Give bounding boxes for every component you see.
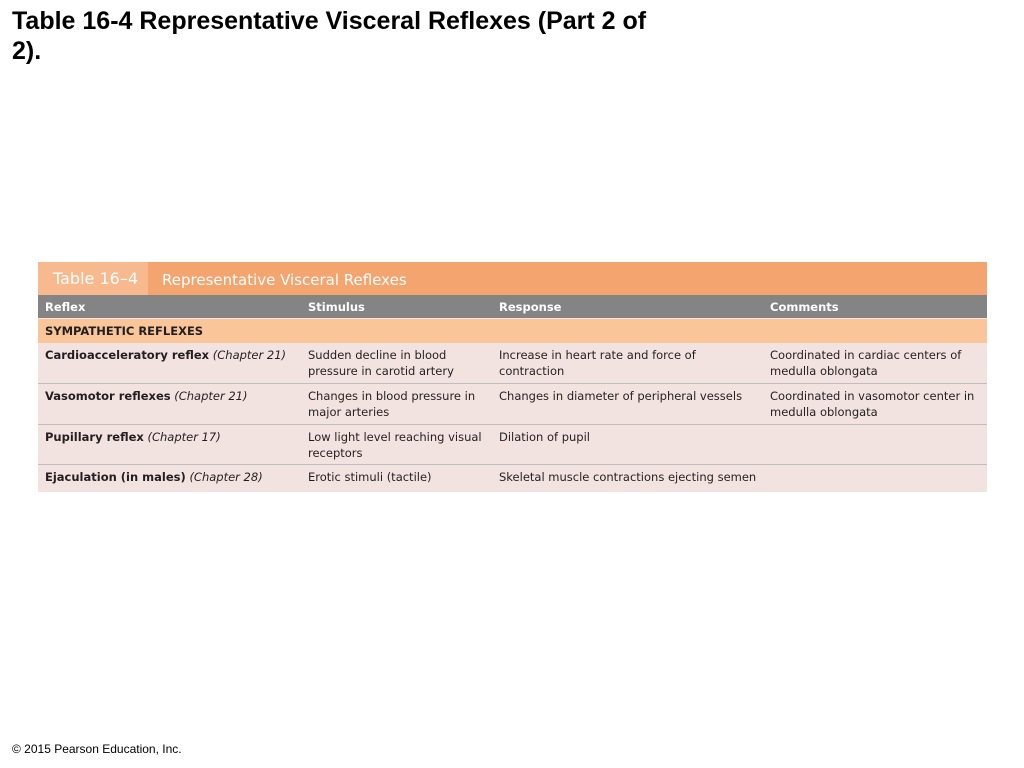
section-row <box>38 319 987 343</box>
table-number-tab <box>38 262 148 295</box>
reflex-name: Pupillary reflex <box>45 430 144 444</box>
table-row <box>38 465 987 492</box>
reflex-cell <box>45 388 300 404</box>
column-header-response: Response <box>499 300 562 314</box>
response-cell: Increase in heart rate and force of contraction <box>499 348 696 378</box>
reflex-name: Ejaculation (in males) <box>45 470 186 484</box>
table-title: Representative Visceral Reflexes <box>162 271 407 289</box>
table-row <box>38 425 987 465</box>
response-cell: Dilation of pupil <box>499 430 590 444</box>
comments-cell: Coordinated in vasomotor center in medulla oblongata <box>770 389 975 419</box>
table-row <box>38 384 987 425</box>
slide-title: Table 16-4 Representative Visceral Reflexes (Part 2 of 2). <box>12 7 647 65</box>
table-header-row <box>38 295 987 318</box>
reflex-name: Vasomotor reflexes <box>45 389 171 403</box>
chapter-reference: (Chapter 17) <box>147 430 221 444</box>
reflex-cell <box>45 429 300 445</box>
reflex-table <box>38 262 987 492</box>
chapter-reference: (Chapter 21) <box>174 389 248 403</box>
table-row <box>38 343 987 384</box>
column-header-comments: Comments <box>770 300 839 314</box>
reflex-cell <box>45 469 300 485</box>
stimulus-cell: Erotic stimuli (tactile) <box>308 470 432 484</box>
response-cell: Changes in diameter of peripheral vessels <box>499 389 743 403</box>
stimulus-cell: Changes in blood pressure in major arteries <box>308 389 476 419</box>
reflex-name: Cardioacceleratory reflex <box>45 348 210 362</box>
chapter-reference: (Chapter 21) <box>212 348 287 362</box>
response-cell: Skeletal muscle contractions ejecting semen <box>499 470 757 484</box>
table-banner <box>38 262 987 295</box>
chapter-reference: (Chapter 28) <box>189 470 263 484</box>
column-header-stimulus: Stimulus <box>308 300 365 314</box>
column-header-reflex: Reflex <box>45 300 86 314</box>
table-number: Table 16–4 <box>53 269 138 288</box>
stimulus-cell: Sudden decline in blood pressure in carotid artery <box>308 348 454 378</box>
section-label: SYMPATHETIC REFLEXES <box>45 324 204 338</box>
comments-cell: Coordinated in cardiac centers of medulla oblongata <box>770 348 962 378</box>
reflex-cell <box>45 347 300 363</box>
stimulus-cell: Low light level reaching visual receptors <box>308 430 482 460</box>
copyright-notice: © 2015 Pearson Education, Inc. <box>12 742 182 756</box>
